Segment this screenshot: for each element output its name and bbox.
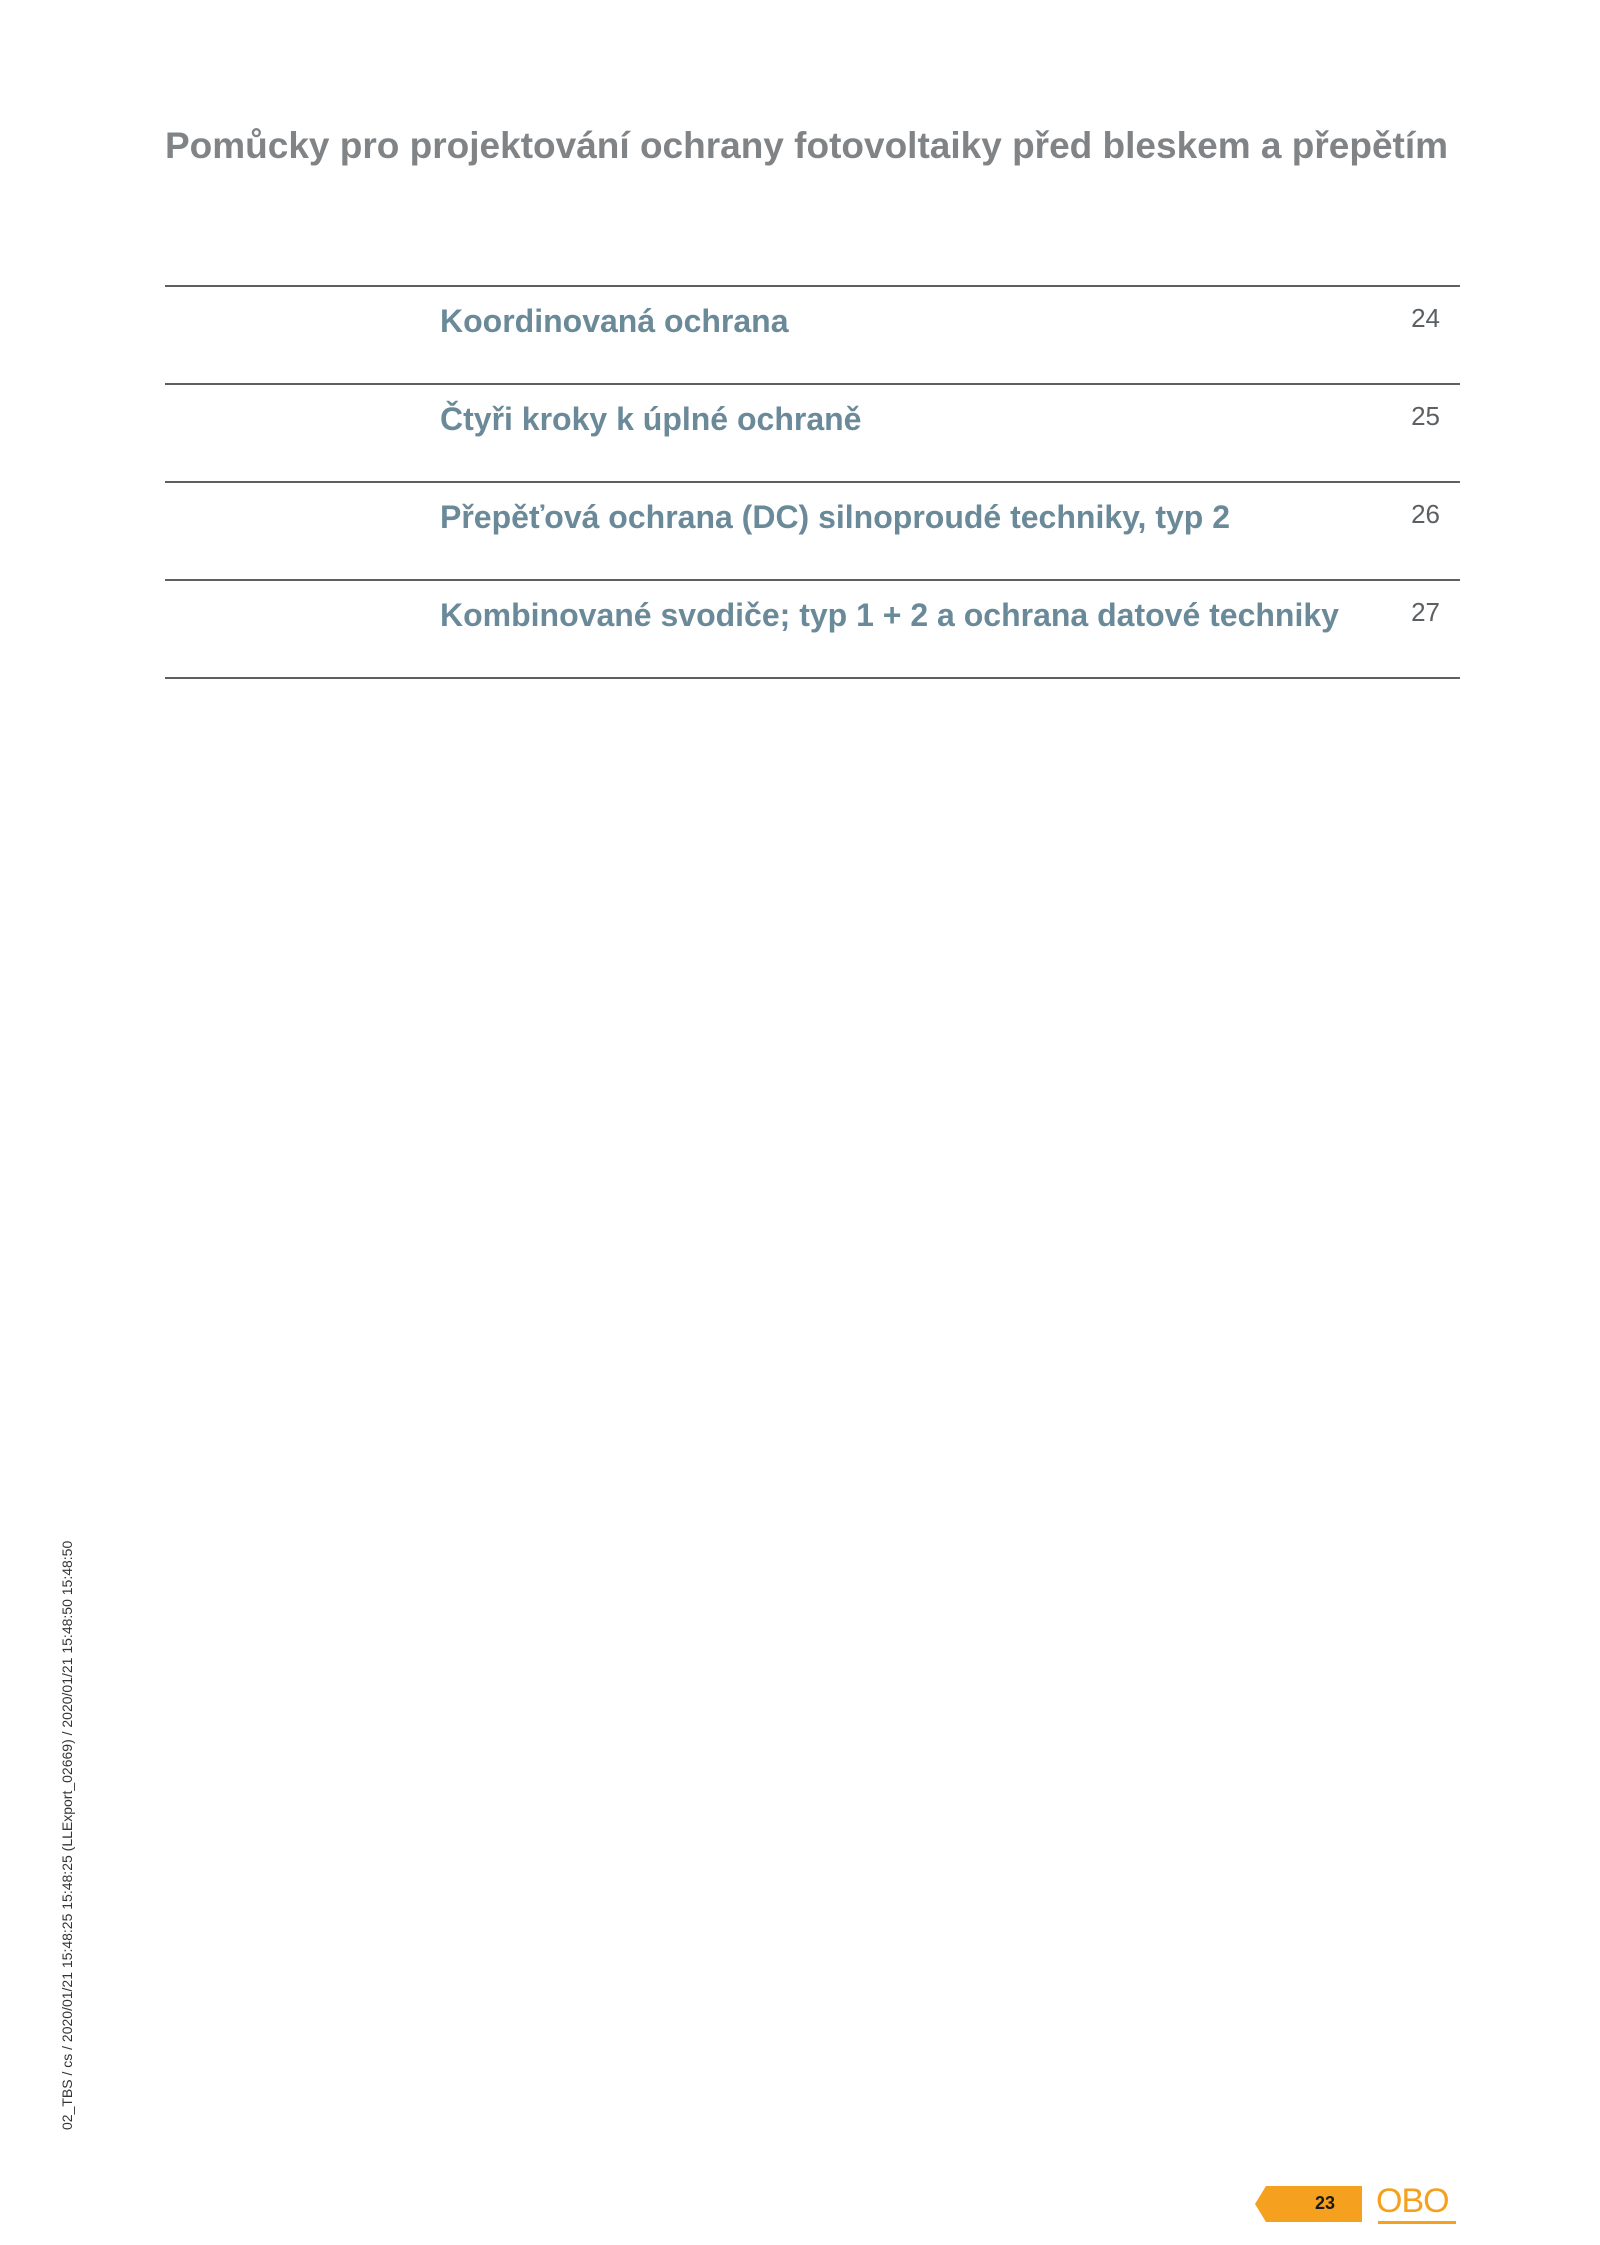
- page-number: 23: [1315, 2193, 1336, 2213]
- toc-entry-page: 27: [1411, 597, 1440, 627]
- toc-entry[interactable]: [165, 579, 1460, 679]
- print-metadata-note: 02_TBS / cs / 2020/01/21 15:48:25 15:48:25 (LLExport_02669) / 2020/01/21 15:48:50 15:48:50: [59, 1540, 75, 2130]
- table-of-contents: [165, 285, 1460, 679]
- toc-entry-label: Koordinovaná ochrana: [440, 303, 789, 339]
- toc-entry[interactable]: [165, 285, 1460, 383]
- toc-entry[interactable]: [165, 383, 1460, 481]
- toc-entry-page: 24: [1411, 303, 1440, 333]
- toc-entry[interactable]: [165, 481, 1460, 579]
- obo-logo: [1376, 2182, 1458, 2226]
- toc-entry-page: 25: [1411, 401, 1440, 431]
- toc-entry-label: Čtyři kroky k úplné ochraně: [440, 401, 862, 437]
- toc-entry-label: Přepěťová ochrana (DC) silnoproudé techniky, typ 2: [440, 499, 1231, 535]
- logo-text: OBO: [1376, 2182, 1449, 2220]
- page-title: Pomůcky pro projektování ochrany fotovoltaiky před bleskem a přepětím: [165, 125, 1449, 166]
- toc-entry-label: Kombinované svodiče; typ 1 + 2 a ochrana datové techniky: [440, 597, 1339, 633]
- page-number-tab: [1255, 2186, 1362, 2222]
- logo-underline: [1378, 2221, 1456, 2224]
- toc-entry-page: 26: [1411, 499, 1440, 529]
